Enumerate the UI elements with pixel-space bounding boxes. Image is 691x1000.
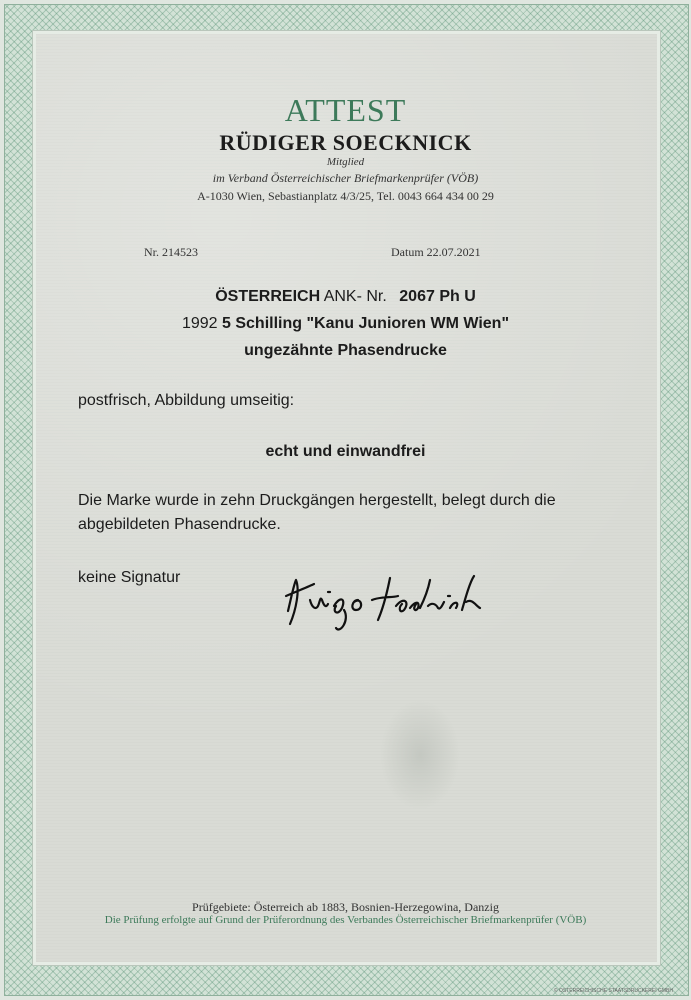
item-description: 5 Schilling "Kanu Junioren WM Wien": [222, 315, 510, 332]
certificate-title: ATTEST: [284, 92, 407, 128]
examiner-address: A-1030 Wien, Sebastianplatz 4/3/25, Tel. 0043 664 434 00 29: [197, 189, 494, 203]
membership-association: im Verband Österreichischer Briefmarkenprüfer (VÖB): [212, 171, 479, 185]
legal-notice: Die Prüfung erfolgte auf Grund der Prüferordnung des Verbandes Österreichischer Briefmarkenprüfer (VÖB): [104, 914, 587, 926]
certificate-date: Datum 22.07.2021: [391, 245, 481, 259]
catalog-number: 2067 Ph U: [399, 288, 476, 305]
verdict-text: echt und einwandfrei: [265, 443, 426, 460]
examination-areas: Prüfgebiete: Österreich ab 1883, Bosnien-Herzegowina, Danzig: [192, 900, 499, 914]
item-year: 1992: [181, 315, 218, 332]
item-description-line: [32, 315, 659, 333]
handwritten-signature: [270, 566, 490, 636]
item-catalog-line: [32, 288, 659, 306]
certificate-number: Nr. 214523: [144, 245, 198, 259]
embossed-seal: [380, 700, 460, 810]
item-variety: ungezähnte Phasendrucke: [244, 342, 447, 359]
catalog-label: ANK- Nr.: [323, 288, 387, 305]
remark-text: Die Marke wurde in zehn Druckgängen hergestellt, belegt durch die abgebildeten Phasendrucke.: [78, 492, 556, 533]
condition-text: postfrisch, Abbildung umseitig:: [78, 392, 295, 409]
signature-note: keine Signatur: [78, 569, 181, 586]
examiner-name: RÜDIGER SOECKNICK: [219, 130, 472, 155]
printer-imprint: © OSTERREICHISCHE STAATSDRUCKEREI GMBH: [553, 988, 673, 994]
item-country: ÖSTERREICH: [215, 288, 321, 305]
membership-label: Mitglied: [326, 156, 365, 168]
